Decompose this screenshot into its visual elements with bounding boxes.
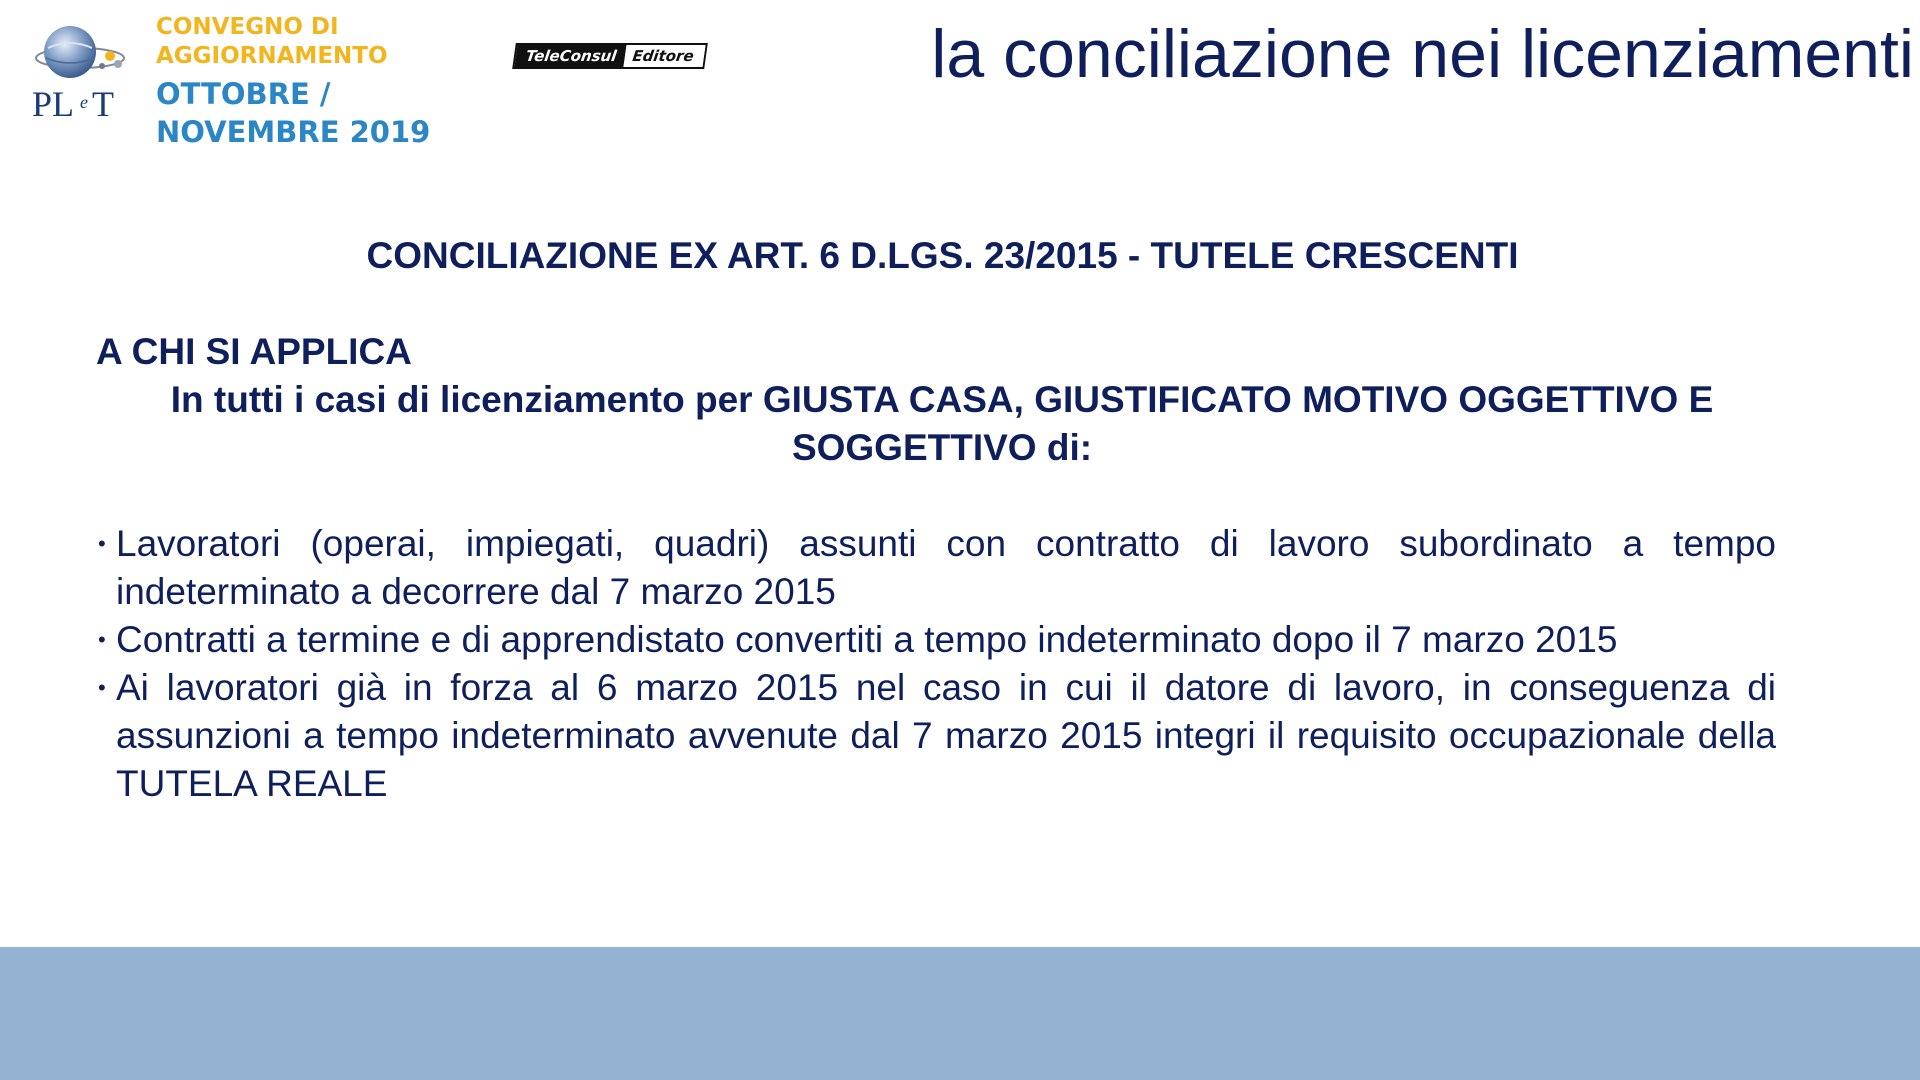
footer-band bbox=[0, 947, 1920, 1080]
svg-text:PL: PL bbox=[32, 84, 75, 123]
section-heading: CONCILIAZIONE EX ART. 6 D.LGS. 23/2015 - TUTELE CRESCENTI bbox=[366, 235, 1519, 276]
list-item bbox=[96, 664, 1776, 808]
slide-title: la conciliazione nei licenziamenti bbox=[931, 16, 1914, 92]
bullet-icon: • bbox=[98, 531, 106, 556]
svg-text:T: T bbox=[92, 84, 114, 123]
intro-paragraph: In tutti i casi di licenziamento per GIUSTA CASA, GIUSTIFICATO MOTIVO OGGETTIVO E SOGGETTIVO di: bbox=[170, 379, 1714, 468]
publisher-suffix: Editore bbox=[623, 45, 705, 67]
event-info bbox=[156, 16, 430, 156]
publisher-name: TeleConsul bbox=[514, 45, 626, 67]
publisher-logo bbox=[512, 43, 707, 69]
event-date-line2: NOVEMBRE 2019 bbox=[156, 115, 431, 149]
event-date-line1: OTTOBRE / bbox=[156, 77, 331, 111]
bullet-icon: • bbox=[98, 627, 106, 652]
list-item-text: Lavoratori (operai, impiegati, quadri) assunti con contratto di lavoro subordinato a tempo indeterminato a decorrere dal 7 marzo 2015 bbox=[116, 523, 1776, 612]
event-label-line2: AGGIORNAMENTO bbox=[156, 43, 388, 69]
list-item bbox=[96, 616, 1776, 664]
list-item bbox=[96, 520, 1776, 616]
bullet-icon: • bbox=[98, 675, 106, 700]
event-label-line1: CONVEGNO DI bbox=[156, 14, 339, 40]
globe-logo-icon bbox=[30, 18, 130, 123]
list-item-text: Contratti a termine e di apprendistato convertiti a tempo indeterminato dopo il 7 marzo 2015 bbox=[116, 619, 1618, 660]
plet-logo bbox=[30, 18, 130, 123]
list-item-text: Ai lavoratori già in forza al 6 marzo 2015 nel caso in cui il datore di lavoro, in conseguenza di assunzioni a tempo indeterminato avvenute dal 7 marzo 2015 integri il requisito occupazionale della TUTELA REALE bbox=[116, 667, 1776, 804]
bullet-list bbox=[96, 520, 1776, 808]
subheading: A CHI SI APPLICA bbox=[96, 331, 412, 372]
svg-text:e: e bbox=[80, 92, 88, 112]
